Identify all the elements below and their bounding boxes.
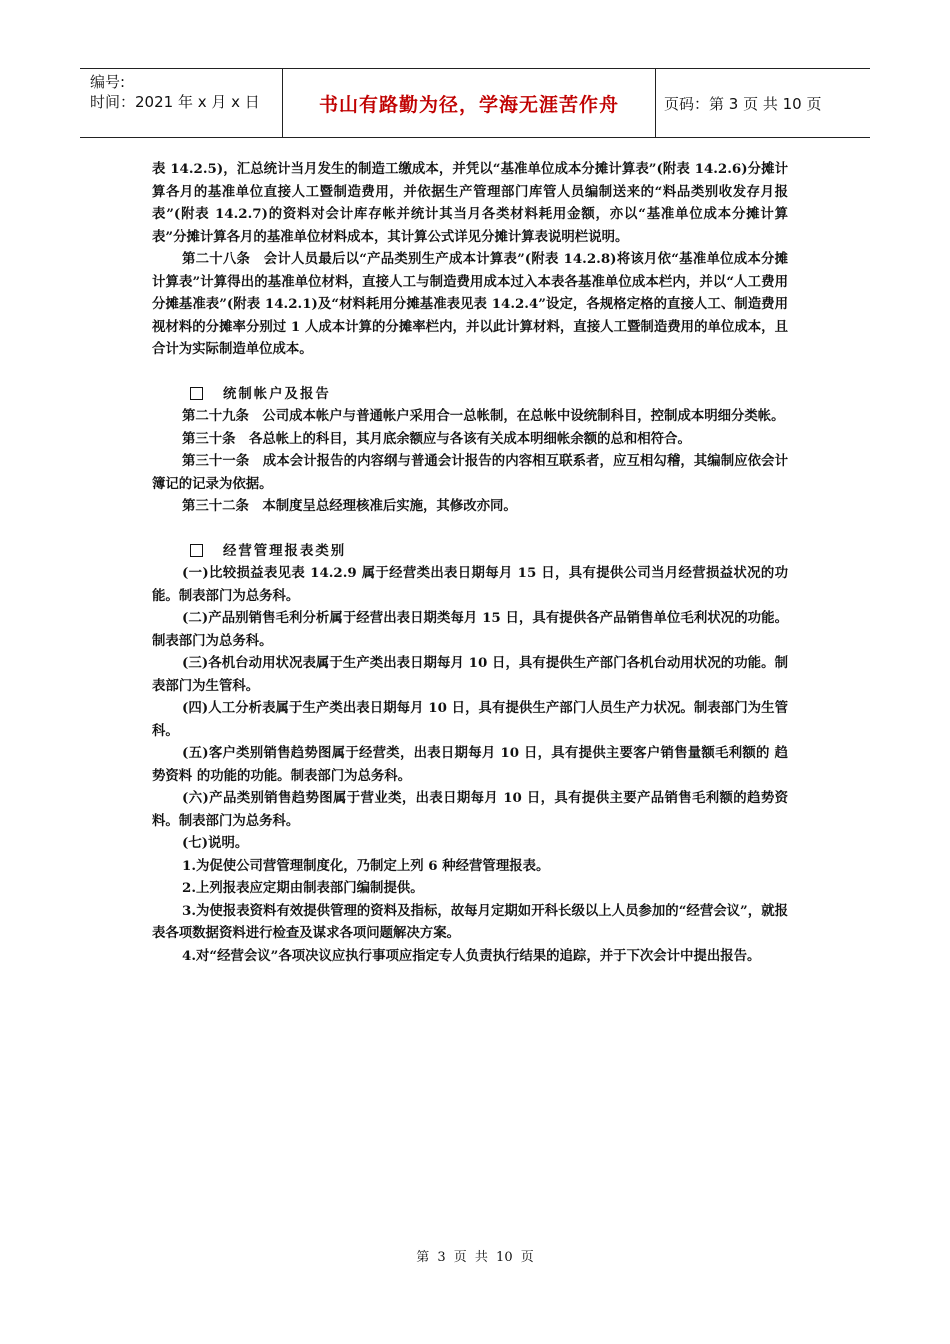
- note-2: 2.上列报表应定期由制表部门编制提供。: [182, 880, 424, 896]
- number-label: 编号:: [90, 73, 126, 91]
- section-heading-report-types: [152, 540, 788, 563]
- header-page-cell: [656, 69, 870, 137]
- section-title: 统制帐户及报告: [223, 385, 331, 402]
- report-item-4: (四)人工分析表属于生产类出表日期每月 10 日，具有提供生产部门人员生产力状况。制表部门为生管科。: [152, 700, 788, 739]
- article-31: 第三十一条 成本会计报告的内容纲与普通会计报告的内容相互联系者，应互相勾稽，其编制应依会计簿记的记录为依据。: [152, 453, 788, 492]
- header-meta-cell: [80, 69, 283, 137]
- document-body: [152, 158, 788, 967]
- section-heading-control-accounts: [152, 383, 788, 406]
- report-item-3: (三)各机台动用状况表属于生产类出表日期每月 10 日，具有提供生产部门各机台动用状况的功能。制表部门为生管科。: [152, 655, 788, 694]
- report-item-1: (一)比较损益表见表 14.2.9 属于经营类出表日期每月 15 日，具有提供公司当月经营损益状况的功能。制表部门为总务科。: [152, 565, 788, 604]
- note-1: 1.为促使公司营管理制度化，乃制定上列 6 种经营管理报表。: [182, 857, 550, 874]
- header-motto-cell: [283, 69, 656, 137]
- report-item-2: (二)产品别销售毛利分析属于经营出表日期类每月 15 日，具有提供各产品销售单位毛利状况的功能。制表部门为总务科。: [152, 610, 788, 649]
- paragraph-cost-summary: 表 14.2.5)，汇总统计当月发生的制造工缴成本，并凭以“基准单位成本分摊计算表”(附表 14.2.6)分摊计算各月的基准单位直接人工暨制造费用，并依据生产管理部门库管人员编制送来的“料品类别收发存月报表”(附表 14.2.7)的资料对会计库存帐并统计其当月各类材料耗用金额，亦以“基准单位成本分摊计算表”分摊计算各月的基准单位材料成本，其计算公式详见分摊计算表说明栏说明。: [152, 161, 788, 245]
- report-item-7: (七)说明。: [182, 835, 249, 851]
- note-4: 4.对“经营会议”各项决议应执行事项应指定专人负责执行结果的追踪，并于下次会计中提出报告。: [182, 947, 761, 964]
- article-29: 第二十九条 公司成本帐户与普通帐户采用合一总帐制，在总帐中设统制科目，控制成本明细分类帐。: [182, 408, 785, 424]
- report-item-5: (五)客户类别销售趋势图属于经营类，出表日期每月 10 日，具有提供主要客户销售量额毛利额的 趋势资料 的功能的功能。制表部门为总务科。: [152, 745, 788, 784]
- motto-text: 书山有路勤为径，学海无涯苦作舟: [318, 93, 619, 116]
- checkbox-square-icon: [190, 544, 203, 557]
- time-label: 时间：2021 年 x 月 x 日: [90, 93, 260, 111]
- article-32: 第三十二条 本制度呈总经理核准后实施，其修改亦同。: [182, 498, 517, 514]
- section-title: 经营管理报表类别: [223, 542, 347, 559]
- report-item-6: (六)产品类别销售趋势图属于营业类，出表日期每月 10 日，具有提供主要产品销售毛利额的趋势资料。制表部门为总务科。: [152, 790, 788, 829]
- checkbox-square-icon: [190, 387, 203, 400]
- note-3: 3.为使报表资料有效提供管理的资料及指标，故每月定期如开科长级以上人员参加的“经营会议”，就报表各项数据资料进行检查及谋求各项问题解决方案。: [152, 902, 788, 941]
- page-footer: 第 3 页 共 10 页: [416, 1250, 534, 1265]
- header-page-label: 页码：第 3 页 共 10 页: [664, 94, 822, 113]
- article-30: 第三十条 各总帐上的科目，其月底余额应与各该有关成本明细帐余额的总和相符合。: [182, 430, 691, 447]
- article-28: 第二十八条 会计人员最后以“产品类别生产成本计算表”(附表 14.2.8)将该月依“基准单位成本分摊计算表”计算得出的基准单位材料，直接人工与制造费用成本过入本表各基准单位成本栏内，并以“人工费用分摊基准表”(附表 14.2.1)及“材料耗用分摊基准表见表 14.2.4”设定，各规格定格的直接人工、制造费用视材料的分摊率分别过 1 人成本计算的分摊率栏内，并以此计算材料，直接人工暨制造费用的单位成本，且合计为实际制造单位成本。: [152, 251, 788, 357]
- page-header: [80, 68, 870, 138]
